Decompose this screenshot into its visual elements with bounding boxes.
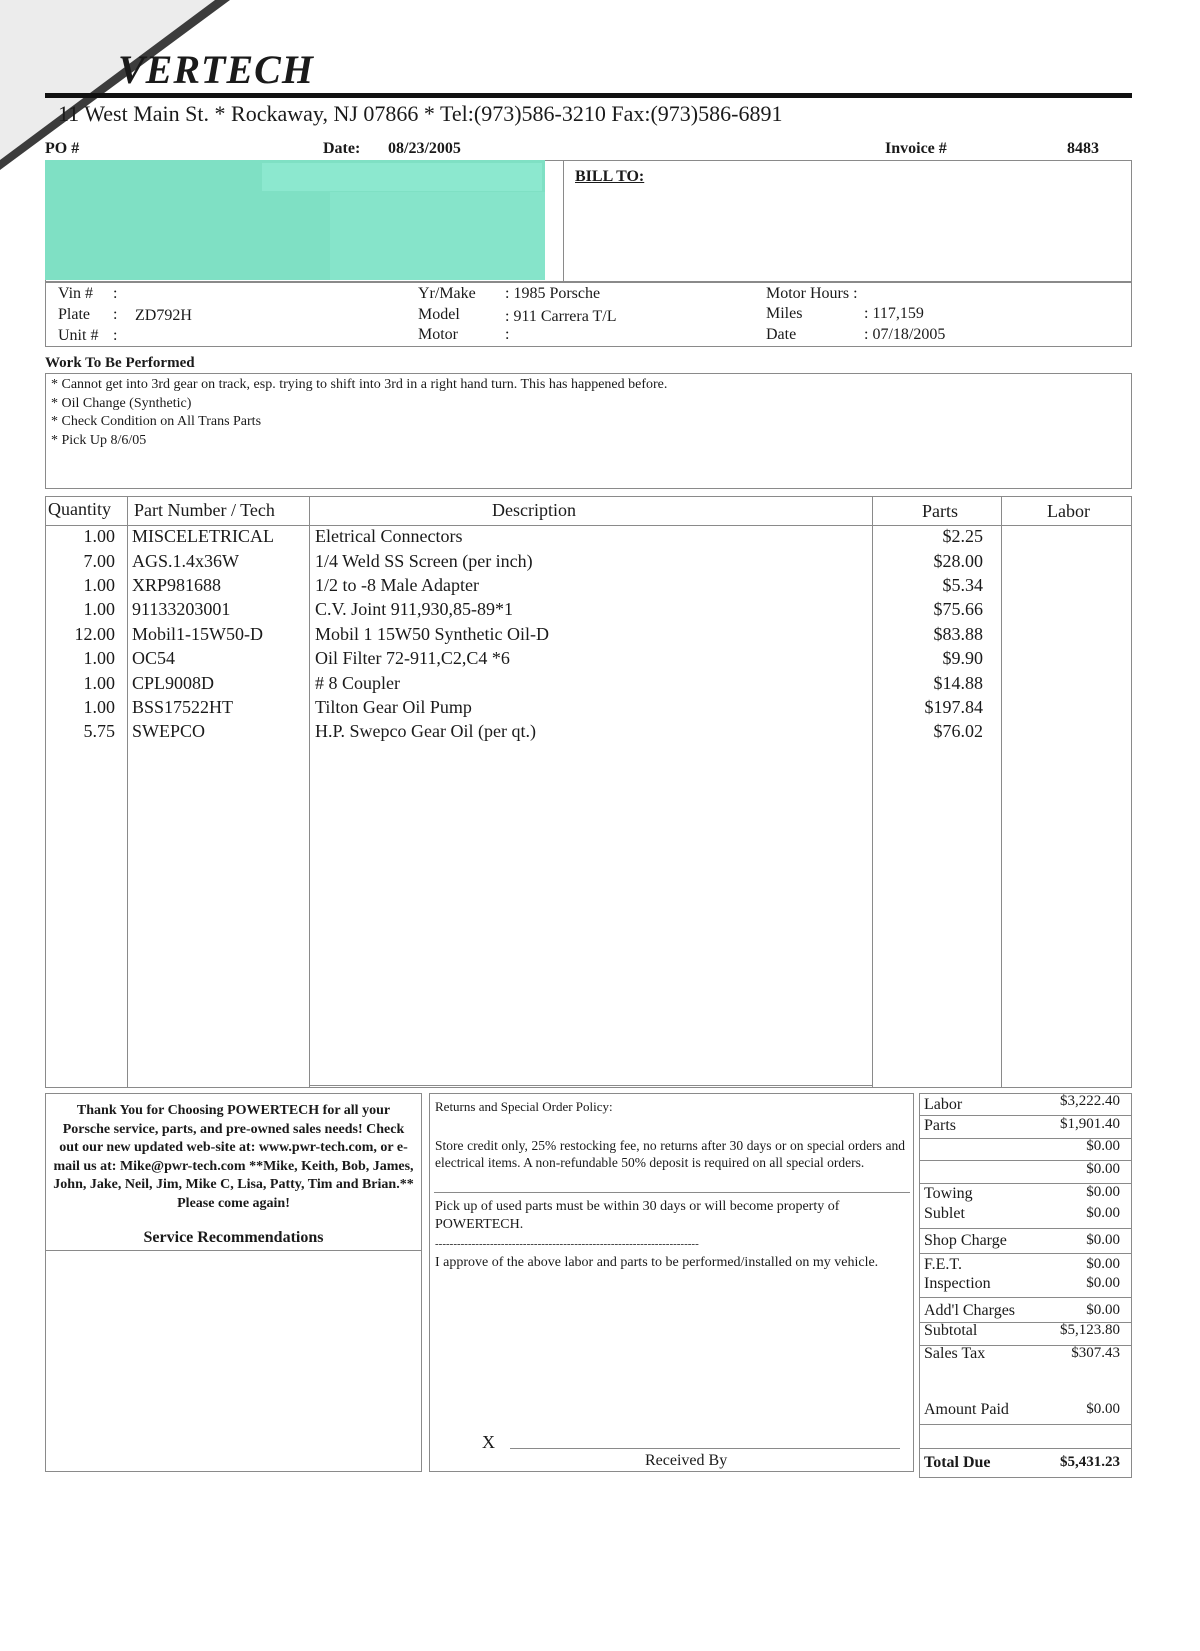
row-desc: C.V. Joint 911,930,85-89*1	[315, 599, 514, 619]
company-logo-text: VERTECH	[118, 47, 314, 92]
total-due-label: Total Due	[924, 1454, 991, 1471]
yrmake-value: : 1985 Porsche	[505, 285, 601, 302]
model-value: : 911 Carrera T/L	[505, 308, 617, 325]
row-price: $2.25	[942, 526, 983, 546]
total-label: Labor	[924, 1096, 963, 1113]
signature-x: X	[482, 1432, 495, 1452]
policy-title: Returns and Special Order Policy:	[435, 1099, 613, 1114]
totals-list	[924, 1093, 1120, 1478]
total-value: $0.00	[1086, 1232, 1120, 1248]
redacted-block	[330, 192, 545, 280]
row-desc: Mobil 1 15W50 Synthetic Oil-D	[315, 624, 549, 644]
divider	[919, 1138, 1132, 1139]
date-label: Date:	[323, 140, 361, 157]
row-part: Mobil1-15W50-D	[132, 624, 263, 644]
motor-label: Motor	[418, 326, 458, 343]
row-desc: Eletrical Connectors	[315, 526, 463, 546]
plate-value: ZD792H	[135, 307, 192, 324]
motor-hours-label: Motor Hours :	[766, 285, 858, 302]
row-qty: 1.00	[83, 599, 115, 619]
divider	[919, 1297, 1132, 1298]
approval-text: I approve of the above labor and parts to be performed/installed on my vehicle.	[435, 1255, 879, 1270]
total-value: $5,123.80	[1060, 1322, 1120, 1338]
total-label: Amount Paid	[924, 1401, 1009, 1418]
miles-value: : 117,159	[864, 305, 924, 322]
service-date-label: Date	[766, 326, 797, 343]
received-by-label: Received By	[645, 1452, 728, 1469]
work-title: Work To Be Performed	[45, 355, 195, 371]
row-qty: 1.00	[83, 673, 115, 693]
pickup-text: Pick up of used parts must be within 30 days or will become property of POWERTECH.	[435, 1199, 840, 1232]
service-date-value: : 07/18/2005	[864, 326, 946, 343]
row-price: $14.88	[933, 673, 983, 693]
total-value: $0.00	[1086, 1184, 1120, 1200]
row-price: $5.34	[942, 575, 983, 595]
header-rule	[45, 93, 1132, 98]
divider	[919, 1322, 1132, 1323]
row-part: OC54	[132, 648, 176, 668]
divider	[919, 1253, 1132, 1254]
divider	[309, 1085, 872, 1086]
row-part: BSS17522HT	[132, 697, 234, 717]
divider	[309, 496, 310, 1088]
total-label: Parts	[924, 1117, 956, 1134]
divider	[919, 1183, 1132, 1184]
total-value: $0.00	[1086, 1401, 1120, 1417]
bill-to-label: BILL TO:	[575, 168, 645, 185]
divider	[919, 1115, 1132, 1116]
row-desc: Oil Filter 72-911,C2,C4 *6	[315, 648, 510, 668]
service-recommendations-title: Service Recommendations	[143, 1229, 324, 1246]
unit-label: Unit #	[58, 327, 99, 344]
total-label: F.E.T.	[924, 1256, 962, 1273]
row-desc: Tilton Gear Oil Pump	[315, 697, 472, 717]
unit-colon: :	[113, 327, 118, 344]
signature-line	[510, 1448, 900, 1449]
row-desc: 1/4 Weld SS Screen (per inch)	[315, 551, 533, 571]
company-address: 11 West Main St. * Rockaway, NJ 07866 * Tel:(973)586-3210 Fax:(973)586-6891	[58, 101, 783, 126]
row-part: AGS.1.4x36W	[132, 551, 239, 571]
row-qty: 1.00	[83, 697, 115, 717]
vin-colon: :	[113, 285, 118, 302]
row-desc: # 8 Coupler	[315, 673, 400, 693]
divider	[563, 160, 564, 282]
total-label: Towing	[924, 1185, 973, 1202]
divider	[919, 1448, 1132, 1449]
plate-colon: :	[113, 306, 118, 323]
total-due-value: $5,431.23	[1060, 1454, 1120, 1470]
row-part: SWEPCO	[132, 721, 206, 741]
row-desc: 1/2 to -8 Male Adapter	[315, 575, 479, 595]
yrmake-label: Yr/Make	[418, 285, 476, 302]
model-label: Model	[418, 306, 460, 323]
po-label: PO #	[45, 140, 80, 157]
total-value: $1,901.40	[1060, 1116, 1120, 1132]
divider	[919, 1424, 1132, 1425]
divider	[45, 1250, 422, 1251]
work-line: * Cannot get into 3rd gear on track, esp. trying to shift into 3rd in a right hand turn. This has happened before.	[51, 377, 668, 392]
col-header-labor: Labor	[1047, 501, 1090, 521]
divider	[919, 1228, 1132, 1229]
col-header-parts: Parts	[922, 501, 958, 521]
date-value: 08/23/2005	[388, 140, 461, 157]
total-value: $307.43	[1071, 1345, 1120, 1361]
work-lines	[51, 376, 667, 450]
total-label: Inspection	[924, 1275, 991, 1292]
invoice-label: Invoice #	[885, 140, 947, 157]
work-line: * Check Condition on All Trans Parts	[51, 414, 262, 429]
total-value: $0.00	[1086, 1256, 1120, 1272]
row-price: $75.66	[933, 599, 983, 619]
work-line: * Pick Up 8/6/05	[51, 432, 147, 448]
row-price: $9.90	[942, 648, 983, 668]
row-price: $83.88	[933, 624, 983, 644]
col-header-description: Description	[492, 500, 576, 520]
total-value: $0.00	[1086, 1302, 1120, 1318]
vin-label: Vin #	[58, 285, 94, 302]
total-label: Add'l Charges	[924, 1302, 1016, 1319]
col-header-quantity: Quantity	[48, 499, 111, 519]
policy-text: Store credit only, 25% restocking fee, no returns after 30 days or on special orders and electrical items. A non-refundable 50% deposit is required on all special orders.	[435, 1138, 905, 1170]
redacted-block	[262, 163, 542, 191]
row-qty: 7.00	[83, 551, 115, 571]
dashes-line: ------------------------------------------------------------------------	[435, 1238, 699, 1250]
row-part: CPL9008D	[132, 673, 215, 693]
total-value: $0.00	[1086, 1205, 1120, 1221]
divider	[127, 496, 128, 1088]
motor-value: :	[505, 326, 510, 343]
row-qty: 12.00	[74, 624, 115, 644]
row-part: MISCELETRICAL	[132, 526, 274, 546]
row-price: $28.00	[933, 551, 983, 571]
total-value: $0.00	[1086, 1161, 1120, 1177]
miles-label: Miles	[766, 305, 803, 322]
invoice-number: 8483	[1067, 140, 1099, 157]
plate-label: Plate	[58, 306, 90, 323]
row-qty: 5.75	[83, 721, 115, 741]
total-label: Sublet	[924, 1205, 965, 1222]
divider	[872, 496, 873, 1088]
row-qty: 1.00	[83, 648, 115, 668]
total-label: Shop Charge	[924, 1232, 1007, 1249]
work-line: * Oil Change (Synthetic)	[51, 395, 192, 411]
row-part: XRP981688	[132, 575, 222, 595]
row-price: $197.84	[924, 697, 983, 717]
total-value: $3,222.40	[1060, 1093, 1120, 1109]
total-label: Sales Tax	[924, 1345, 986, 1362]
total-value: $0.00	[1086, 1138, 1120, 1154]
divider	[434, 1192, 910, 1193]
divider	[919, 1160, 1132, 1161]
row-price: $76.02	[933, 721, 983, 741]
total-label: Subtotal	[924, 1322, 978, 1339]
divider	[1001, 496, 1002, 1088]
row-qty: 1.00	[83, 526, 115, 546]
row-qty: 1.00	[83, 575, 115, 595]
row-part: 91133203001	[132, 599, 231, 619]
total-value: $0.00	[1086, 1275, 1120, 1291]
col-header-part: Part Number / Tech	[134, 500, 275, 520]
divider	[919, 1345, 1132, 1346]
row-desc: H.P. Swepco Gear Oil (per qt.)	[315, 721, 536, 741]
thank-you-message: Thank You for Choosing POWERTECH for all your Porsche service, parts, and pre-owned sales needs! Check out our new updated web-site at: www.pwr-tech.com, or e-mail us at: Mike@pwr-tech.com **Mike, Keith, Bob, James, John, Jake, Neil, Jim, Mike C, Lisa, Patty, Tim and Brian.** Please come again!	[53, 1103, 414, 1211]
